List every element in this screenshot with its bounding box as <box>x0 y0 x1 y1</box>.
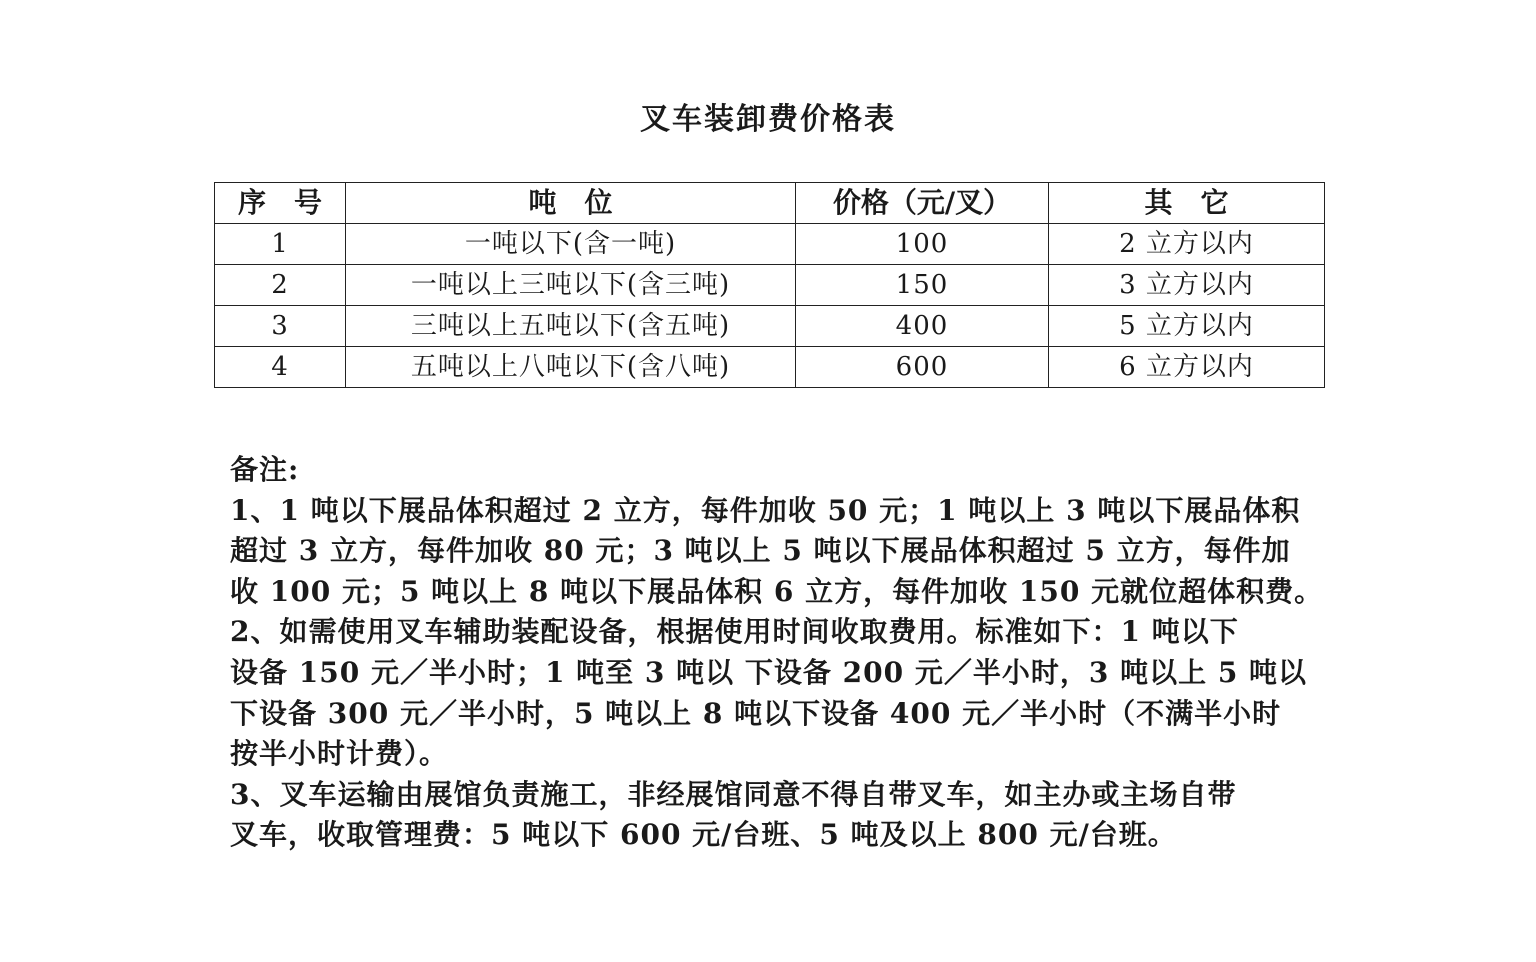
notes-heading: 备注: <box>230 453 300 486</box>
cell-tonnage: 三吨以上五吨以下(含五吨) <box>346 306 796 347</box>
note-line: 3、叉车运输由展馆负责施工，非经展馆同意不得自带叉车，如主办或主场自带 <box>230 777 1237 811</box>
note-line: 按半小时计费）。 <box>230 737 449 771</box>
cell-other: 2 立方以内 <box>1049 224 1325 265</box>
cell-other: 3 立方以内 <box>1049 265 1325 306</box>
table-row <box>215 265 1325 306</box>
cell-price: 400 <box>796 306 1049 347</box>
cell-tonnage: 五吨以上八吨以下(含八吨) <box>346 347 796 388</box>
note-line: 1、1 吨以下展品体积超过 2 立方，每件加收 50 元；1 吨以上 3 吨以下展品体积 <box>230 493 1301 527</box>
cell-price: 150 <box>796 265 1049 306</box>
note-line: 叉车，收取管理费：5 吨以下 600 元/台班、5 吨及以上 800 元/台班。 <box>230 818 1177 852</box>
price-table <box>214 182 1325 388</box>
cell-no: 4 <box>215 347 346 388</box>
note-line: 设备 150 元／半小时；1 吨至 3 吨以 下设备 200 元／半小时，3 吨以上 5 吨以 <box>230 655 1308 689</box>
cell-tonnage: 一吨以上三吨以下(含三吨) <box>346 265 796 306</box>
table-header-row <box>215 183 1325 224</box>
cell-price: 600 <box>796 347 1049 388</box>
document-title: 叉车装卸费价格表 <box>640 102 896 137</box>
header-other: 其 它 <box>1049 183 1325 224</box>
table-row <box>215 224 1325 265</box>
note-line: 下设备 300 元／半小时，5 吨以上 8 吨以下设备 400 元／半小时（不满半小时 <box>230 696 1282 730</box>
cell-no: 2 <box>215 265 346 306</box>
note-line: 2、如需使用叉车辅助装配设备，根据使用时间收取费用。标准如下：1 吨以下 <box>230 615 1239 649</box>
table-row <box>215 347 1325 388</box>
cell-no: 1 <box>215 224 346 265</box>
notes-section <box>230 450 1324 856</box>
cell-tonnage: 一吨以下(含一吨) <box>346 224 796 265</box>
note-line: 收 100 元；5 吨以上 8 吨以下展品体积 6 立方，每件加收 150 元就位超体积费。 <box>230 574 1324 608</box>
header-price: 价格（元/叉） <box>796 183 1049 224</box>
header-tonnage: 吨 位 <box>346 183 796 224</box>
header-no: 序 号 <box>215 183 346 224</box>
cell-other: 5 立方以内 <box>1049 306 1325 347</box>
cell-other: 6 立方以内 <box>1049 347 1325 388</box>
cell-no: 3 <box>215 306 346 347</box>
table-row <box>215 306 1325 347</box>
cell-price: 100 <box>796 224 1049 265</box>
note-line: 超过 3 立方，每件加收 80 元；3 吨以上 5 吨以下展品体积超过 5 立方，每件加 <box>230 534 1291 568</box>
